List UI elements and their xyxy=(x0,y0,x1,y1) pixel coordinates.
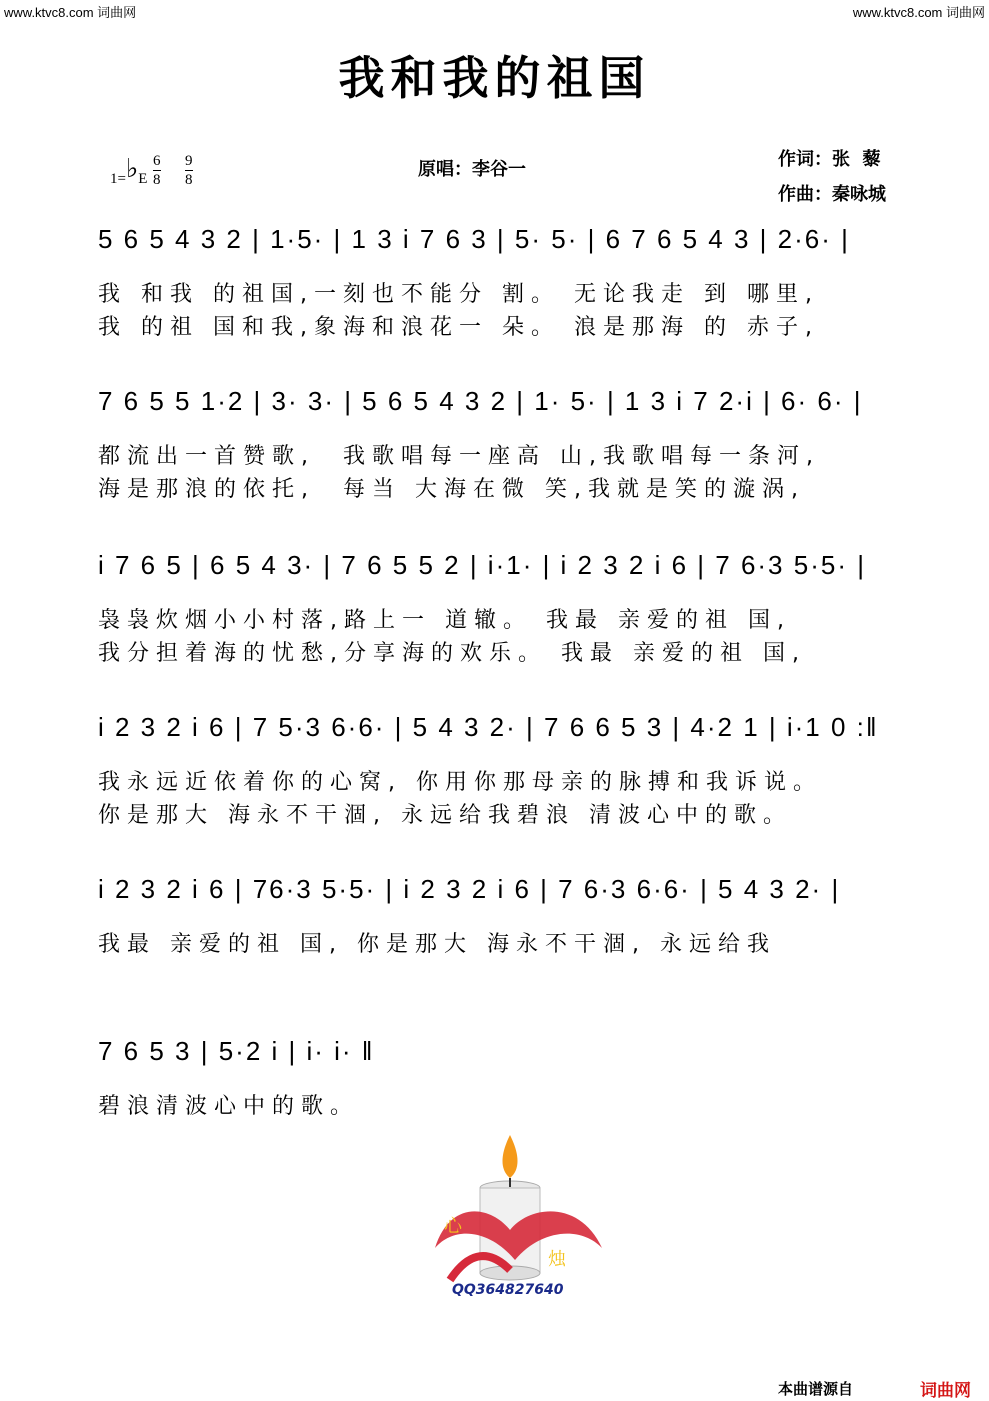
key-prefix: 1= xyxy=(110,171,126,187)
time1-bottom: 8 xyxy=(153,172,161,188)
logo-right-char: 烛 xyxy=(548,1249,566,1270)
footer-brand-link[interactable]: 词曲网 xyxy=(920,1381,971,1401)
flat-symbol: ♭ xyxy=(125,154,139,183)
original-singer: 原唱：李谷一 xyxy=(418,159,526,180)
site-watermark-right[interactable]: www.ktvc8.com 词曲网 xyxy=(852,5,985,20)
lyric-line-2: 我 的祖 国和我,象海和浪花一 朵。 浪是那海 的 赤子, xyxy=(98,315,819,340)
logo-qq: QQ364827640 xyxy=(452,1282,564,1298)
lyric-line-2: 我分担着海的忧愁,分享海的欢乐。 我最 亲爱的祖 国, xyxy=(98,641,806,666)
lyric-line-2: 你是那大 海永不干涸, 永远给我碧浪 清波心中的歌。 xyxy=(98,803,792,828)
candle-icon xyxy=(430,1130,610,1305)
score-row-3 xyxy=(98,550,928,667)
composer: 作曲：秦咏城 xyxy=(778,184,886,205)
site-watermark-left[interactable]: www.ktvc8.com 词曲网 xyxy=(4,5,137,20)
notation-line: i 7 6 5 | 6 5 4 3· | 7 6 5 5 2 | i·1· | i 2 3 2 i 6 | 7 6·3 5·5· | xyxy=(98,550,866,580)
notation-line: 7 6 5 5 1·2 | 3· 3· | 5 6 5 4 3 2 | 1· 5· | 1 3 i 7 2·i | 6· 6· | xyxy=(98,386,863,416)
score-row-2 xyxy=(98,386,928,503)
score-row-5 xyxy=(98,874,928,958)
notation-line: 5 6 5 4 3 2 | 1·5· | 1 3 i 7 6 3 | 5· 5· | 6 7 6 5 4 3 | 2·6· | xyxy=(98,224,850,254)
logo-left-char: 心 xyxy=(444,1216,462,1237)
time1-top: 6 xyxy=(153,153,161,169)
score-row-1 xyxy=(98,224,928,341)
lyricist: 作词：张 藜 xyxy=(778,149,881,170)
page-title: 我和我的祖国 xyxy=(338,51,651,105)
time-signature-1 xyxy=(153,152,161,189)
score-row-6 xyxy=(98,1036,928,1120)
notation-line: 7 6 5 3 | 5·2 i | i· i· ‖ xyxy=(98,1036,375,1066)
footer-source: 本曲谱源自 xyxy=(778,1380,854,1398)
lyric-line-1: 我 和我 的祖国,一刻也不能分 割。 无论我走 到 哪里, xyxy=(98,282,819,307)
lyric-line-1: 袅袅炊烟小小村落,路上一 道辙。 我最 亲爱的祖 国, xyxy=(98,608,791,633)
lyric-line-1: 我最 亲爱的祖 国, 你是那大 海永不干涸, 永远给我 xyxy=(98,932,776,957)
notation-line: i 2 3 2 i 6 | 7 5·3 6·6· | 5 4 3 2· | 7 6 6 5 3 | 4·2 1 | i·1 0 :‖ xyxy=(98,712,879,742)
score-row-4 xyxy=(98,712,928,829)
key-note: E xyxy=(138,171,148,187)
time-signature-2 xyxy=(185,152,193,189)
lyric-line-2: 海是那浪的依托, 每当 大海在微 笑,我就是笑的漩涡, xyxy=(98,477,805,502)
candle-logo xyxy=(430,1130,610,1305)
key-signature xyxy=(110,154,148,190)
lyric-line-1: 我永远近依着你的心窝, 你用你那母亲的脉搏和我诉说。 xyxy=(98,770,822,795)
lyric-line-1: 碧浪清波心中的歌。 xyxy=(98,1094,360,1119)
notation-line: i 2 3 2 i 6 | 76·3 5·5· | i 2 3 2 i 6 | 7 6·3 6·6· | 5 4 3 2· | xyxy=(98,874,841,904)
time2-bottom: 8 xyxy=(185,172,193,188)
time2-top: 9 xyxy=(185,153,193,169)
lyric-line-1: 都流出一首赞歌, 我歌唱每一座高 山,我歌唱每一条河, xyxy=(98,444,820,469)
